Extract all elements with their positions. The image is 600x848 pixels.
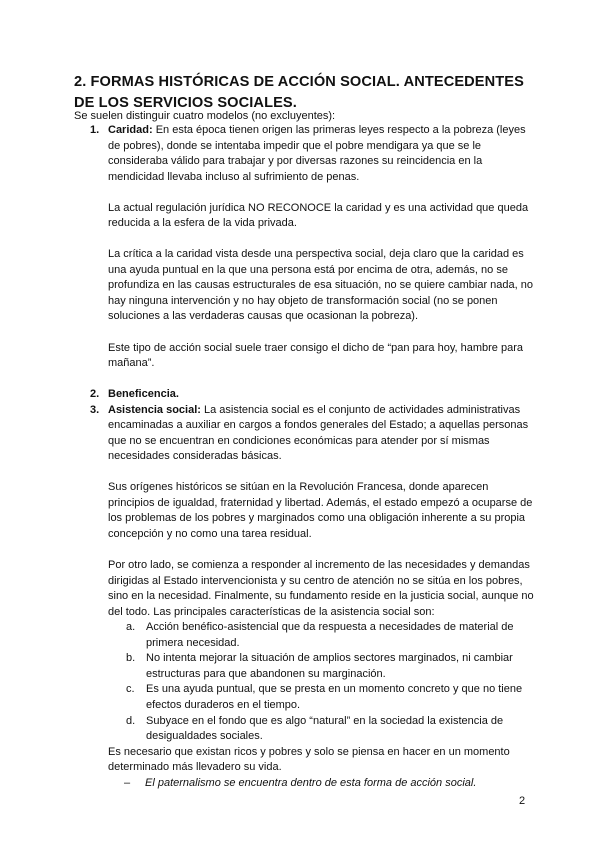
sub-list-item [74,714,534,745]
note-item [74,776,534,792]
sub-list-item [74,682,534,713]
intro-text: Se suelen distinguir cuatro modelos (no excluyentes): [74,110,336,122]
sub-list-text: Acción benéfico-asistencial que da respuesta a necesidades de material de primera necesidad. [146,621,514,649]
sub-list-text: Es una ayuda puntual, que se presta en un momento concreto y que no tiene efectos duraderos en el tiempo. [146,683,523,711]
page-number: 2 [519,795,526,807]
list-item-caridad [74,123,534,185]
dash-bullet: – [124,776,131,789]
sub-list-letter: a. [126,621,136,634]
sub-list-item [74,620,534,651]
list-item-asistencia-social [74,403,534,465]
sub-list-text: Subyace en el fondo que es algo “natural” en la sociedad la existencia de desigualdades sociales. [146,714,504,743]
item-title: Caridad: [108,124,153,136]
sub-list-letter: d. [126,714,136,727]
closing-paragraph: Es necesario que existan ricos y pobres y solo se piensa en hacer en un momento determinado más llevadero su vida. [108,745,510,774]
models-list [74,123,534,791]
paragraph: Este tipo de acción social suele traer consigo el dicho de “pan para hoy, hambre para mañana”. [108,341,523,370]
list-number: 2. [90,388,100,401]
paragraph: Sus orígenes históricos se sitúan en la Revolución Francesa, donde aparecen principios de igualdad, fraternidad y libertad. Además, el estado empezó a ocuparse de los problemas de los pobres y marginados como una obligación inherente a su propia concepción y no como una tarea residual. [108,481,533,540]
section-heading: 2. FORMAS HISTÓRICAS DE ACCIÓN SOCIAL. ANTECEDENTES DE LOS SERVICIOS SOCIALES. [74,74,524,111]
item-text: La asistencia social es el conjunto de actividades administrativas encaminadas a auxiliar en cargos a fondos generales del Estado; a aquellas personas que no se encuentran en condiciones económicas para atender por sí mismas necesidades consideradas básicas. [108,403,529,463]
sub-list-letter: c. [126,683,135,696]
list-number: 1. [90,124,100,136]
sub-list-item [74,651,534,682]
item-title: Beneficencia. [108,388,179,401]
item-text: En esta época tienen origen las primeras leyes respecto a la pobreza (leyes de pobres), donde se intentaba impedir que el pobre mendigara ya que se le consideraba válido para trabajar y por diversas razones su reincidencia en la mendicidad llevaba incluso al sufrimiento de penas. [108,124,526,183]
sub-list-text: No intenta mejorar la situación de amplios sectores marginados, ni cambiar estructuras para que abandonen su marginación. [146,652,513,680]
paragraph: La crítica a la caridad vista desde una perspectiva social, deja claro que la caridad es una ayuda puntual en la que una persona está por encima de otra, además, no se profundiza en las causas estructurales de esa situación, no se quiere cambiar nada, no hay ninguna intervención y no hay objeto de transformación social (no se ponen soluciones a las verdaderas causas que ocasionan la pobreza). [108,248,533,323]
list-item-beneficencia [74,387,534,403]
paragraph: La actual regulación jurídica NO RECONOCE la caridad y es una actividad que queda reducida a la esfera de la vida privada. [108,201,529,230]
list-number: 3. [90,403,100,416]
sub-list-letter: b. [126,652,136,665]
paragraph: Por otro lado, se comienza a responder al incremento de las necesidades y demandas dirigidas al Estado intervencionista y su centro de atención no se sitúa en los pobres, sino en la necesidad. Finalmente, su fundamento reside en la justicia social, aunque no del todo. Las principales características de la asistencia social son: [108,559,534,618]
note-text: El paternalismo se encuentra dentro de esta forma de acción social. [145,776,477,789]
item-title: Asistencia social: [108,403,201,416]
